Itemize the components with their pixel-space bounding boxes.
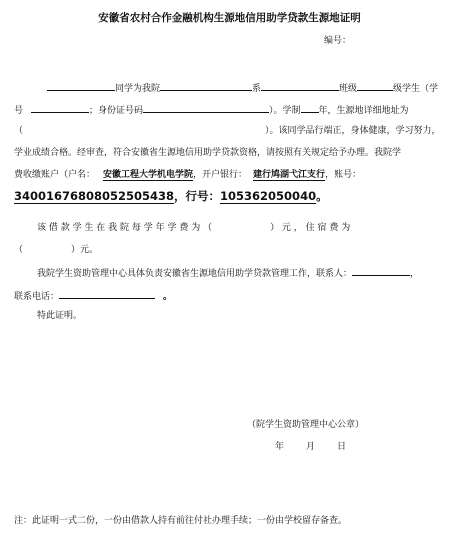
footer-note: 注：此证明一式二份，一份由借款人持有前往付社办理手续；一份由学校留存备查。 — [14, 516, 348, 526]
bank-name: 建行鸠湖弋江支行 — [253, 170, 326, 180]
duration-blank — [301, 103, 319, 113]
number-label: 编号： — [324, 36, 352, 46]
para2-line1 — [37, 223, 350, 234]
document-title: 安徽省农村合作金融机构生源地信用助学贷款生源地证明 — [98, 12, 361, 24]
para3-line1 — [37, 266, 419, 280]
account-name: 安徽工程大学机电学院 — [103, 170, 194, 180]
student-name-blank — [47, 81, 115, 91]
para2-line2 — [14, 245, 98, 256]
para1-text: 系 — [252, 84, 262, 94]
account-number: 34001676808052505438 — [14, 189, 175, 203]
para1-line3 — [14, 126, 441, 137]
para1-text: ，账号： — [325, 170, 362, 180]
para2-text: （ — [14, 245, 24, 255]
para1-text: 费收缴账户（户名： — [14, 170, 96, 180]
para1-text: 号 — [14, 106, 24, 116]
para1-text: （ — [14, 126, 24, 136]
para1-text: ）。学制 — [269, 106, 301, 116]
para1-line1 — [47, 81, 438, 95]
department-blank — [160, 81, 252, 91]
para1-text: ）。该同学品行端正，身体健康，学习努力， — [265, 126, 441, 136]
para2-text: ） 元 ， 住 宿 费 为 — [270, 223, 351, 233]
para3-line2 — [14, 289, 172, 303]
para1-text: 年，生源地详细地址为 — [318, 106, 409, 116]
para3-text: 我院学生资助管理中心具体负责安徽省生源地信用助学贷款管理工作，联系人： — [37, 269, 353, 279]
para1-text: ，行号： — [174, 189, 221, 203]
certify-text: 特此证明。 — [37, 311, 83, 321]
class-blank — [261, 81, 339, 91]
student-id-blank — [31, 103, 89, 113]
contact-person-blank — [352, 266, 410, 276]
date-month: 月 — [306, 442, 316, 452]
para1-text: ，开户银行： — [193, 170, 248, 180]
para1-text: 班级 — [339, 84, 358, 94]
para1-text: 级学生（学 — [393, 84, 439, 94]
para1-line4: 学业成绩合格。经审查，符合安徽省生源地信用助学贷款资格，请按照有关规定给予办理。我院学 — [14, 148, 402, 158]
para1-line5 — [14, 170, 361, 181]
para1-line6 — [14, 191, 328, 204]
para3-text: ， — [410, 269, 420, 279]
contact-phone-blank — [59, 289, 155, 299]
para3-text: 联系电话： — [14, 292, 60, 302]
para1-line2 — [14, 103, 409, 117]
para2-text: 该 借 款 学 生 在 我 院 每 学 年 学 费 为 （ — [37, 223, 213, 233]
id-number-blank — [143, 103, 269, 113]
grade-blank — [357, 81, 393, 91]
date-day: 日 — [337, 442, 347, 452]
para2-text: ）元。 — [71, 245, 99, 255]
para1-text: 。 — [316, 189, 328, 203]
seal-label: （院学生资助管理中心公章） — [247, 420, 365, 430]
para1-text: 同学为我院 — [115, 84, 161, 94]
date-year: 年 — [275, 442, 285, 452]
bank-code: 105362050040 — [220, 189, 317, 203]
para1-text: ；身份证号码 — [89, 106, 144, 116]
date-line — [275, 442, 346, 453]
para3-text: 。 — [163, 292, 173, 302]
